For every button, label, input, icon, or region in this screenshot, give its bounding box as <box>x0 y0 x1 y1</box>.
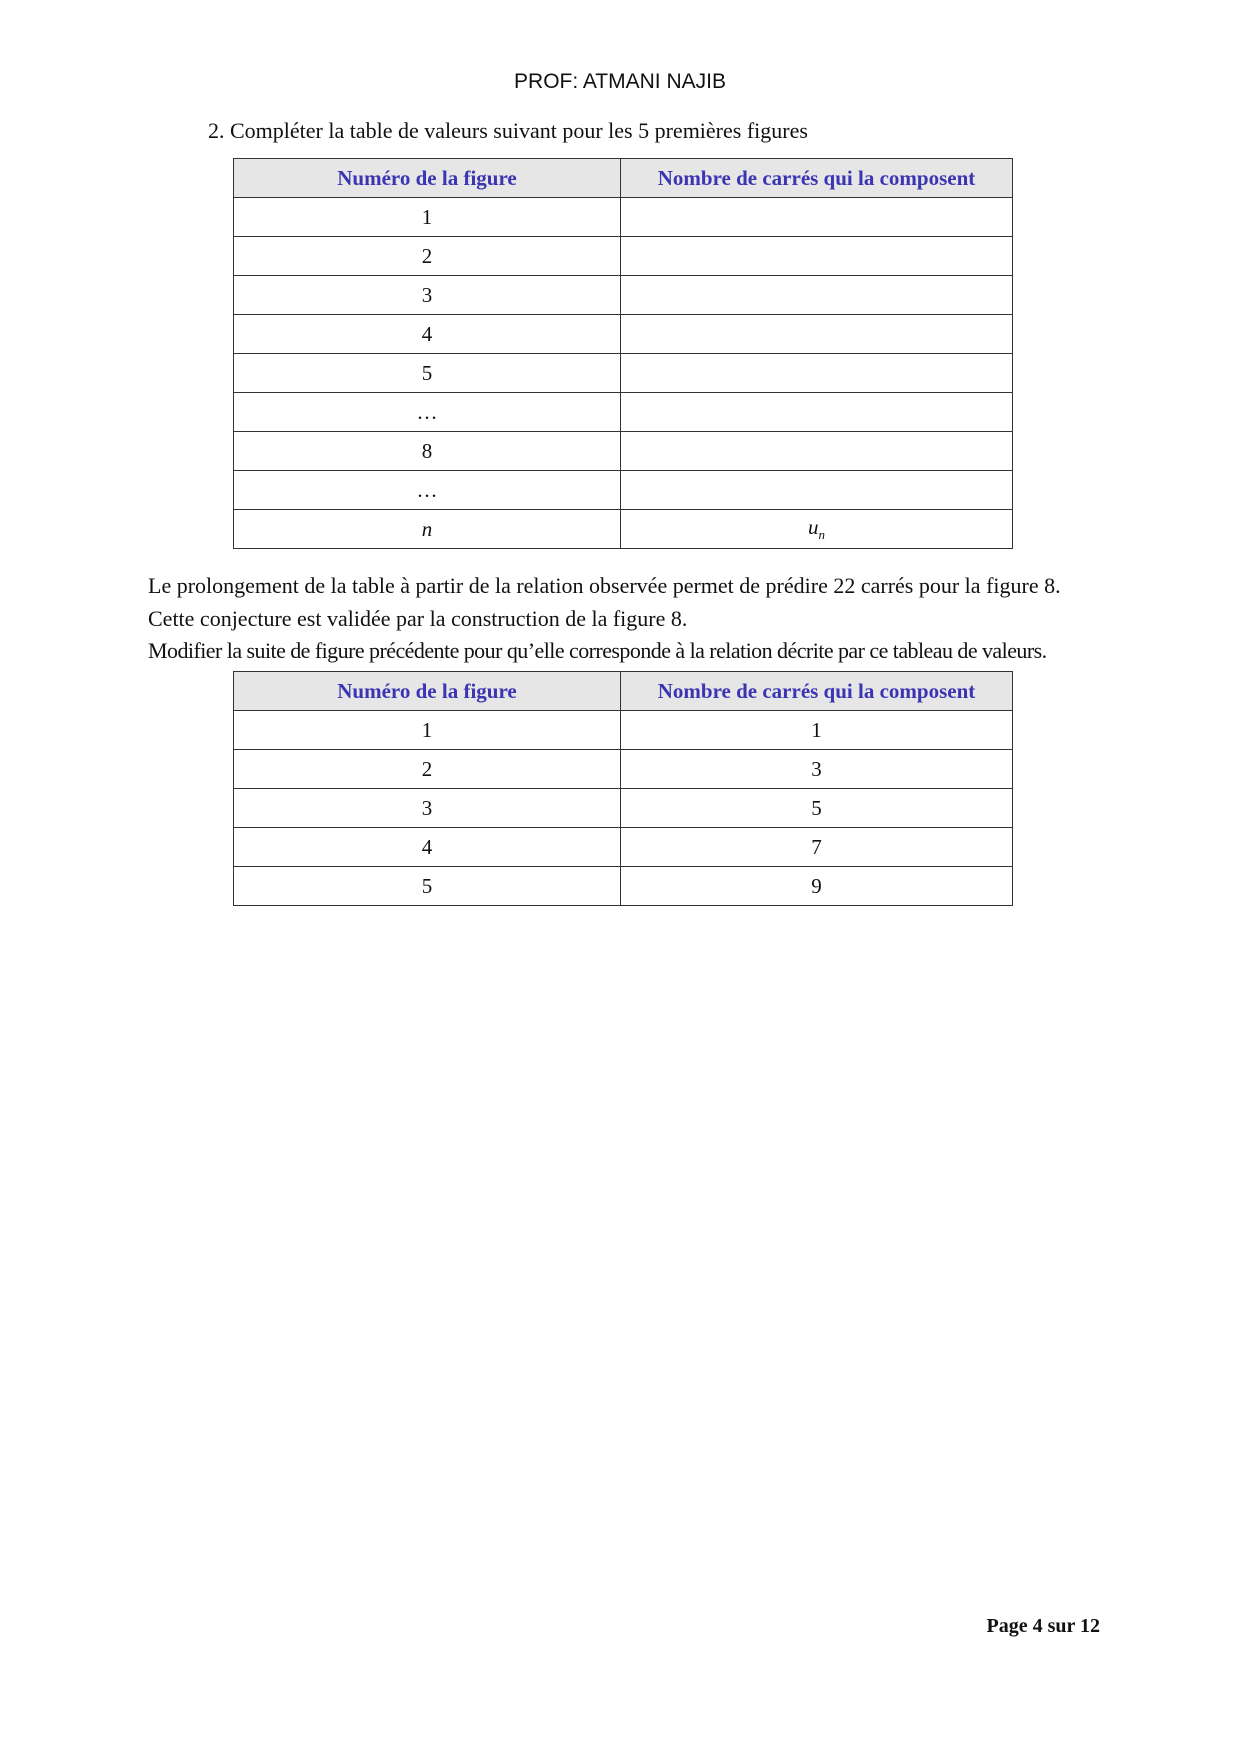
term-base: u <box>808 515 819 539</box>
table-cell-figure: 2 <box>234 237 621 276</box>
table-cell-count: 5 <box>621 789 1013 828</box>
table-cell-figure: 5 <box>234 867 621 906</box>
table-cell-count <box>621 393 1013 432</box>
page-header-title: PROF: ATMANI NAJIB <box>514 70 726 93</box>
table-row <box>234 828 1013 867</box>
table-cell-count <box>621 471 1013 510</box>
table-cell-figure: 1 <box>234 711 621 750</box>
paragraph-conjecture: Cette conjecture est validée par la construction de la figure 8. <box>148 606 688 631</box>
table-row <box>234 354 1013 393</box>
table-row <box>234 711 1013 750</box>
table-cell-figure: 8 <box>234 432 621 471</box>
table-row <box>234 237 1013 276</box>
table-row <box>234 315 1013 354</box>
table-row <box>234 789 1013 828</box>
table-row <box>234 393 1013 432</box>
table-cell-count <box>621 237 1013 276</box>
table-cell-count: 1 <box>621 711 1013 750</box>
table-cell-count <box>621 198 1013 237</box>
table-cell-figure: … <box>234 471 621 510</box>
table-row <box>234 750 1013 789</box>
question-text: 2. Compléter la table de valeurs suivant pour les 5 premières figures <box>208 118 808 143</box>
values-table-blank <box>233 158 1013 549</box>
paragraph-instruction: Modifier la suite de figure précédente pour qu’elle corresponde à la relation décrite par ce tableau de valeurs. <box>148 638 1047 663</box>
table-cell-figure: 5 <box>234 354 621 393</box>
table-header-row <box>234 159 1013 198</box>
table-cell-figure: 3 <box>234 276 621 315</box>
column-header-figure-number: Numéro de la figure <box>234 159 621 198</box>
values-table-filled <box>233 671 1013 906</box>
table-cell-figure: … <box>234 393 621 432</box>
column-header-square-count: Nombre de carrés qui la composent <box>621 672 1013 711</box>
table-cell-count: 9 <box>621 867 1013 906</box>
table-row <box>234 432 1013 471</box>
table-row-general-term <box>234 510 1013 549</box>
table-cell-count <box>621 354 1013 393</box>
table-cell-count <box>621 276 1013 315</box>
table-cell-figure: 3 <box>234 789 621 828</box>
paragraph-prediction: Le prolongement de la table à partir de la relation observée permet de prédire 22 carrés pour la figure 8. <box>148 573 1061 598</box>
table-row <box>234 198 1013 237</box>
table-cell-figure: 4 <box>234 828 621 867</box>
table-cell-count <box>621 432 1013 471</box>
page-number: Page 4 sur 12 <box>986 1615 1100 1637</box>
table-cell-figure: 1 <box>234 198 621 237</box>
column-header-square-count: Nombre de carrés qui la composent <box>621 159 1013 198</box>
table-cell-count-un <box>621 510 1013 549</box>
table-header-row <box>234 672 1013 711</box>
table-cell-count: 7 <box>621 828 1013 867</box>
table-cell-figure: 2 <box>234 750 621 789</box>
table-row <box>234 867 1013 906</box>
column-header-figure-number: Numéro de la figure <box>234 672 621 711</box>
table-row <box>234 276 1013 315</box>
table-cell-figure-n: n <box>234 510 621 549</box>
term-subscript: n <box>818 527 825 542</box>
table-cell-figure: 4 <box>234 315 621 354</box>
table-cell-count <box>621 315 1013 354</box>
table-row <box>234 471 1013 510</box>
table-cell-count: 3 <box>621 750 1013 789</box>
